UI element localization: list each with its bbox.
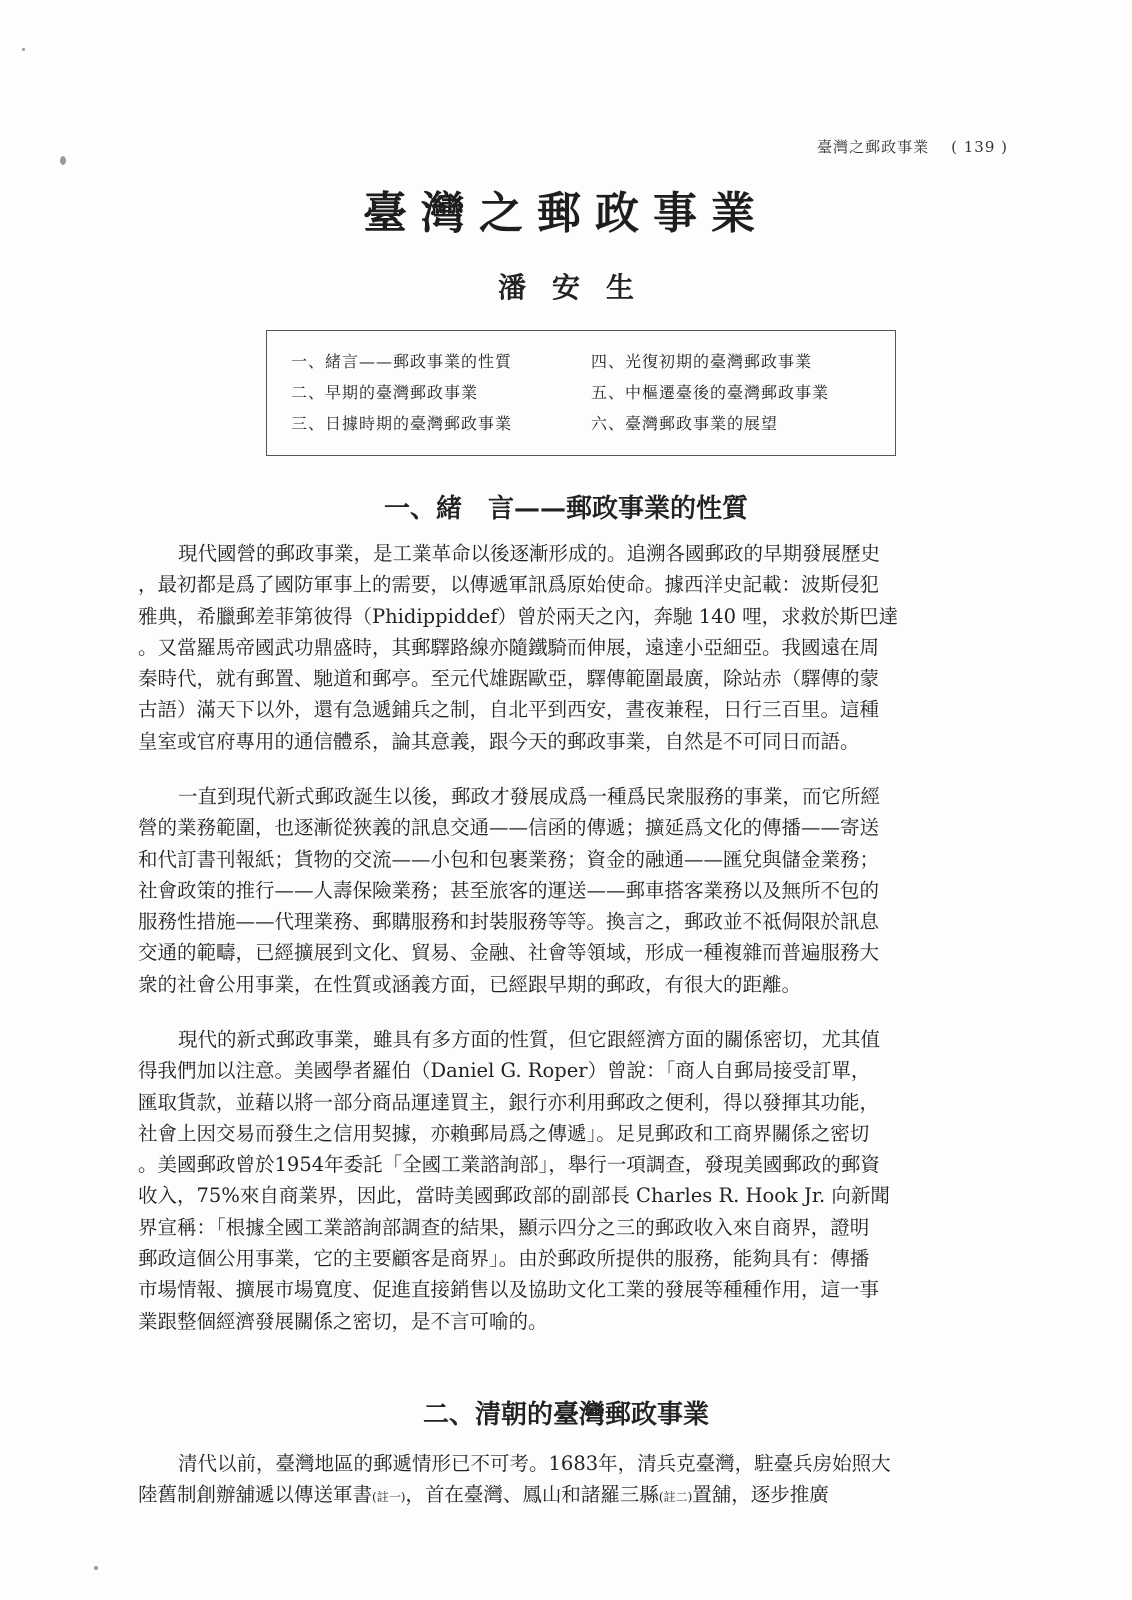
- body-paragraph: [138, 538, 1034, 757]
- text-line: 服務性措施——代理業務、郵購服務和封裝服務等等。換言之，郵政並不祗侷限於訊息: [138, 910, 880, 934]
- text-line: 古語）滿天下以外，還有急遞鋪兵之制，自北平到西安，晝夜兼程，日行三百里。這種: [138, 698, 880, 722]
- text-fragment: ，首在臺灣、鳳山和諸羅三縣: [405, 1483, 659, 1507]
- scan-speck: [60, 156, 66, 165]
- text-line: 市場情報、擴展市場寬度、促進直接銷售以及協助文化工業的發展等種種作用，這一事: [138, 1278, 880, 1302]
- text-line: 。又當羅馬帝國武功鼎盛時，其郵驛路線亦隨鐵騎而伸展，遠達小亞細亞。我國遠在周: [138, 635, 880, 659]
- scan-speck: [22, 48, 25, 51]
- page-number: ( 139 ): [951, 138, 1008, 156]
- article-title: 臺灣之郵政事業: [363, 188, 769, 239]
- text-line: 界宣稱：「根據全國工業諮詢部調查的結果，顯示四分之三的郵政收入來自商界，證明: [138, 1215, 870, 1239]
- text-line: 雅典，希臘郵差菲第彼得（Phidippiddef）曾於兩天之內，奔馳 140 哩，求救於斯巴達: [138, 604, 899, 628]
- text-line: 現代的新式郵政事業，雖具有多方面的性質，但它跟經濟方面的關係密切，尤其值: [178, 1028, 881, 1051]
- table-of-contents: [266, 330, 896, 456]
- toc-item: 四、光復初期的臺灣郵政事業: [591, 352, 813, 371]
- text-line: 一直到現代新式郵政誕生以後，郵政才發展成爲一種爲民衆服務的事業，而它所經: [178, 785, 881, 808]
- toc-item: 六、臺灣郵政事業的展望: [591, 414, 779, 433]
- text-line: 皇室或官府專用的通信體系，論其意義，跟今天的郵政事業，自然是不可同日而語。: [138, 729, 860, 753]
- body-paragraph: [138, 1448, 1034, 1514]
- text-fragment: 陸舊制創辦舖遞以傳送軍書: [138, 1483, 373, 1507]
- text-line: [138, 1479, 1034, 1513]
- toc-item: 一、緒言——郵政事業的性質: [291, 352, 513, 371]
- toc-item: 二、早期的臺灣郵政事業: [291, 383, 479, 402]
- scan-speck: [94, 1566, 98, 1570]
- text-line: 社會政策的推行——人壽保險業務；甚至旅客的運送——郵車搭客業務以及無所不包的: [138, 878, 880, 902]
- text-line: 郵政這個公用事業，它的主要顧客是商界」。由於郵政所提供的服務，能夠具有：傳播: [138, 1247, 870, 1271]
- toc-item: 五、中樞遷臺後的臺灣郵政事業: [591, 383, 830, 402]
- text-line: 。美國郵政曾於1954年委託「全國工業諮詢部」，舉行一項調查，發現美國郵政的郵資: [138, 1153, 880, 1177]
- text-line: 和代訂書刊報紙；貨物的交流——小包和包裹業務；資金的融通——匯兌與儲金業務；: [138, 847, 880, 871]
- body-paragraph: [138, 781, 1034, 1000]
- text-line: 匯取貨款，並藉以將一部分商品運達買主，銀行亦利用郵政之便利，得以發揮其功能，: [138, 1090, 880, 1114]
- running-header: [817, 136, 1008, 157]
- author-name: 潘安生: [497, 271, 660, 304]
- toc-item: 三、日據時期的臺灣郵政事業: [291, 414, 513, 433]
- text-line: 業跟整個經濟發展關係之密切，是不言可喻的。: [138, 1309, 548, 1333]
- text-line: 交通的範疇，已經擴展到文化、貿易、金融、社會等領域，形成一種複雜而普遍服務大: [138, 941, 880, 965]
- text-line: 得我們加以注意。美國學者羅伯（Daniel G. Roper）曾說：「商人自郵局接受訂單，: [138, 1059, 871, 1083]
- footnote-marker: (註二): [658, 1490, 693, 1505]
- text-line: 清代以前，臺灣地區的郵遞情形已不可考。1683年，清兵克臺灣，駐臺兵房始照大: [178, 1452, 891, 1475]
- text-line: 衆的社會公用事業，在性質或涵義方面，已經跟早期的郵政，有很大的距離。: [138, 972, 802, 996]
- section-heading: 二、清朝的臺灣郵政事業: [422, 1400, 709, 1430]
- text-line: 社會上因交易而發生之信用契據，亦賴郵局爲之傳遞」。足見郵政和工商界關係之密切: [138, 1121, 870, 1145]
- running-title: 臺灣之郵政事業: [817, 138, 930, 156]
- section-heading: 一、緒 言——郵政事業的性質: [383, 494, 748, 524]
- text-line: 現代國營的郵政事業，是工業革命以後逐漸形成的。追溯各國郵政的早期發展歷史: [178, 542, 881, 565]
- footnote-marker: (註一): [372, 1490, 406, 1505]
- body-paragraph: [138, 1024, 1034, 1337]
- text-line: ，最初都是爲了國防軍事上的需要，以傳遞軍訊爲原始使命。據西洋史記載：波斯侵犯: [138, 573, 880, 597]
- text-line: 收入，75%來自商業界，因此，當時美國郵政部的副部長 Charles R. Hook Jr. 向新聞: [138, 1184, 890, 1208]
- text-line: 營的業務範圍，也逐漸從狹義的訊息交通——信函的傳遞；擴延爲文化的傳播——寄送: [138, 816, 880, 840]
- text-fragment: 置舖，逐步推廣: [692, 1483, 829, 1507]
- text-line: 秦時代，就有郵置、馳道和郵亭。至元代雄踞歐亞，驛傳範圍最廣，除站赤（驛傳的蒙: [138, 667, 880, 691]
